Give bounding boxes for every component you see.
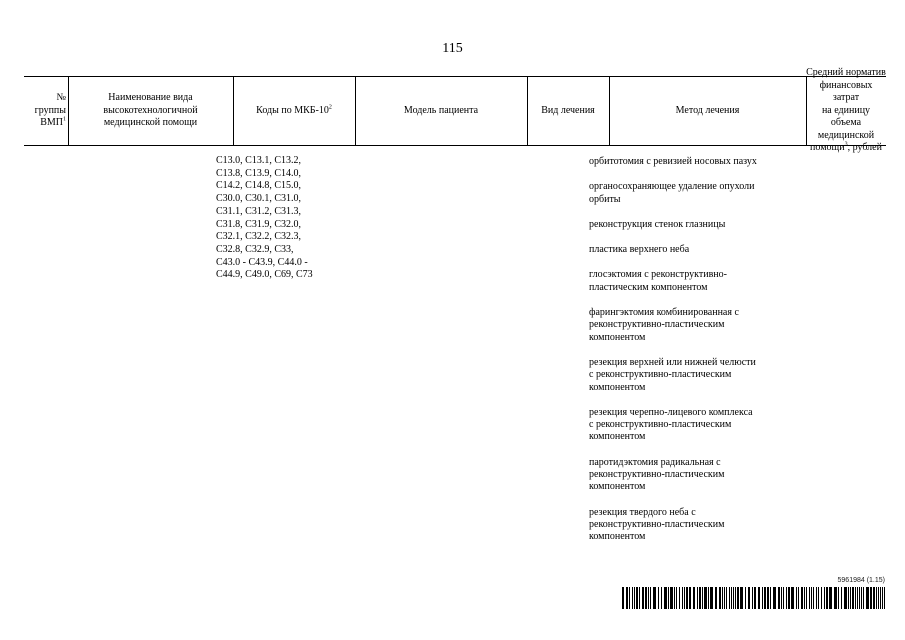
method-line: пластика верхнего неба <box>589 244 690 256</box>
header-treatment-type-label: Вид лечения <box>541 104 595 116</box>
method-line: реконструкция стенок глазницы <box>589 218 726 230</box>
header-group-line-2: группы <box>34 104 66 116</box>
method-item <box>589 507 779 544</box>
method-item <box>589 269 779 294</box>
method-line: резекция твердого неба с <box>589 506 696 518</box>
icd-codes-cell <box>216 155 331 282</box>
footnote-1-marker: 1 <box>63 116 66 123</box>
method-line: глосэктомия с реконструктивно- <box>589 269 727 281</box>
method-line: реконструктивно-пластическим <box>589 518 725 530</box>
header-cost-line-2: финансовых затрат <box>819 79 873 104</box>
method-line: реконструктивно-пластическим <box>589 319 725 331</box>
method-item <box>589 307 779 344</box>
method-line: компонентом <box>589 331 646 343</box>
icd-codes-line: C13.0, C13.1, C13.2, <box>216 155 302 166</box>
header-cost-line-3: на единицу объема <box>821 104 871 129</box>
icd-codes-line: C44.9, C49.0, C69, C73 <box>216 269 313 281</box>
method-item <box>589 457 779 494</box>
footnote-2-marker: 2 <box>328 104 332 111</box>
icd-codes-line: C31.1, C31.2, C31.3, <box>216 205 302 217</box>
method-item <box>589 407 779 444</box>
header-icd-codes <box>233 77 355 145</box>
method-item <box>589 244 779 256</box>
header-cost-line-5: помощи <box>810 142 845 154</box>
method-line: компонентом <box>589 431 646 443</box>
header-codes-label: Коды по МКБ-10 <box>256 104 329 116</box>
method-item <box>589 219 779 231</box>
header-cost-unit: , рублей <box>847 142 882 154</box>
treatment-methods-cell <box>589 156 779 557</box>
method-line: с реконструктивно-пластическим <box>589 369 732 381</box>
method-line: пластическим компонентом <box>589 281 708 293</box>
header-care-type-name <box>68 77 233 145</box>
method-item <box>589 156 779 168</box>
header-treatment-method <box>609 77 806 145</box>
header-group-line-3: ВМП <box>40 117 63 129</box>
header-name-line-3: медицинской помощи <box>103 117 198 129</box>
icd-codes-line: C30.0, C30.1, C31.0, <box>216 193 302 205</box>
icd-codes-line: C31.8, C31.9, C32.0, <box>216 218 302 230</box>
barcode-image <box>622 587 885 609</box>
header-average-cost <box>806 67 886 154</box>
icd-codes-line: C32.8, C32.9, C33, <box>216 243 294 255</box>
method-line: органосохраняющее удаление опухоли <box>589 181 755 193</box>
method-line: резекция верхней или нижней челюсти <box>589 356 756 368</box>
header-cost-line-4: медицинской <box>817 129 875 141</box>
method-line: компонентом <box>589 481 646 493</box>
icd-codes-line: C13.8, C13.9, C14.0, <box>216 167 302 179</box>
header-cost-line-1: Средний норматив <box>806 67 886 79</box>
method-line: компонентом <box>589 381 646 393</box>
method-line: орбитотомия с ревизией носовых пазух <box>589 156 757 167</box>
method-line: с реконструктивно-пластическим <box>589 419 732 431</box>
table-header <box>24 67 886 154</box>
icd-codes-line: C43.0 - C43.9, C44.0 - <box>216 256 308 268</box>
header-model-label: Модель пациента <box>403 104 479 116</box>
barcode-caption: 5961984 (1.15) <box>837 577 885 584</box>
method-line: фарингэктомия комбинированная с <box>589 307 739 319</box>
header-method-label: Метод лечения <box>675 104 740 116</box>
method-line: компонентом <box>589 531 646 543</box>
header-group-line-1: № <box>56 92 66 104</box>
header-treatment-type <box>527 77 609 145</box>
method-line: паротидэктомия радикальная с <box>589 456 721 468</box>
method-line: резекция черепно-лицевого комплекса <box>589 406 753 418</box>
header-name-line-1: Наименование вида <box>108 92 193 104</box>
header-group-number <box>24 77 68 145</box>
footnote-3-marker: 3 <box>844 141 848 148</box>
page-number: 115 <box>442 41 463 56</box>
method-line: орбиты <box>589 193 621 205</box>
icd-codes-line: C14.2, C14.8, C15.0, <box>216 180 302 192</box>
method-line: реконструктивно-пластическим <box>589 469 725 481</box>
method-item <box>589 357 779 394</box>
method-item <box>589 181 779 206</box>
icd-codes-line: C32.1, C32.2, C32.3, <box>216 231 302 243</box>
header-name-line-2: высокотехнологичной <box>103 104 198 116</box>
header-patient-model <box>355 77 527 145</box>
